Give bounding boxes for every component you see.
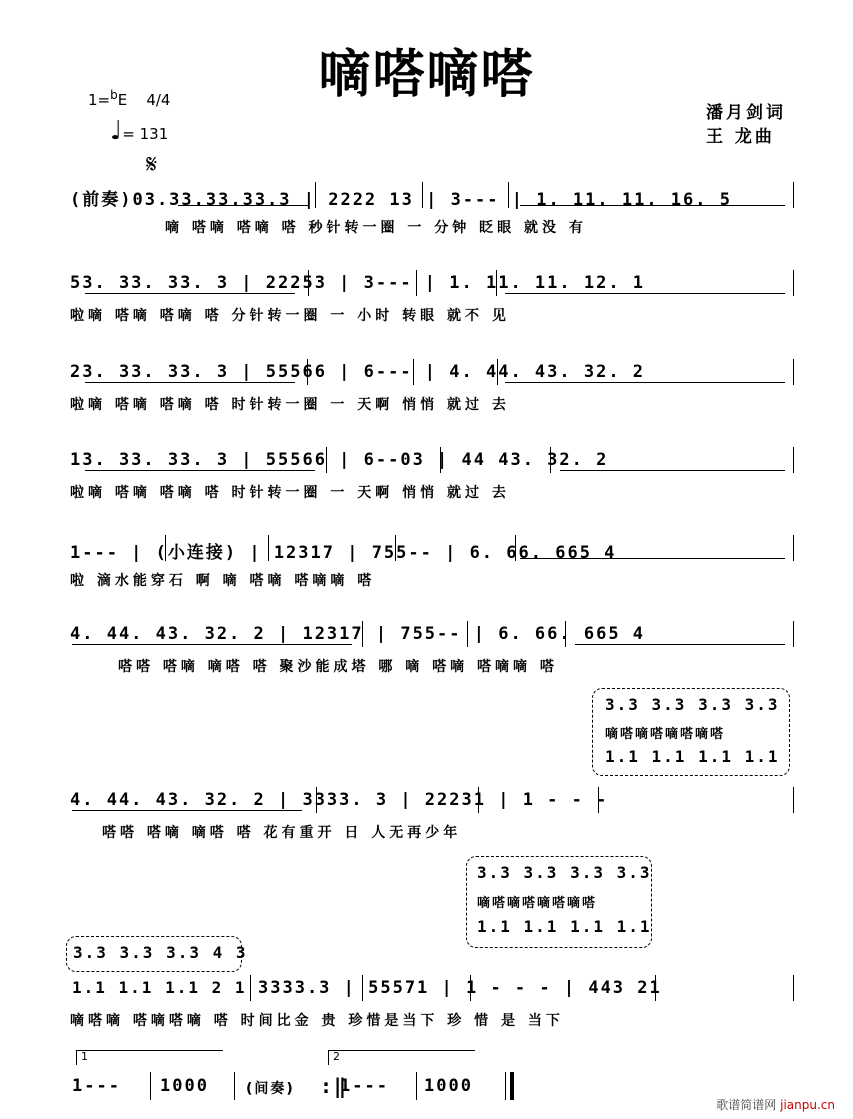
underline (520, 558, 785, 559)
bar-line (165, 535, 166, 561)
segno-icon: 𝄋 (146, 150, 158, 180)
final-bar-line (510, 1072, 514, 1100)
tempo-marking (110, 118, 168, 144)
bar-line (793, 447, 794, 473)
underline (178, 205, 308, 206)
row-lyrics: 啦嘀 嗒嘀 嗒嘀 嗒 时针转一圈 一 天啊 悄悄 就过 去 (70, 485, 510, 501)
bar-line (478, 787, 479, 813)
row-lyrics: 嘀嗒嘀 嗒嘀嗒嘀 嗒 时间比金 贵 珍惜是当下 珍 惜 是 当下 (70, 1013, 564, 1029)
box-bottom-notes: 1.1 1.1 1.1 1.1 (605, 747, 780, 766)
bar-line (250, 975, 251, 1001)
repeat-sign-icon: :‖ (320, 1074, 349, 1098)
underline (72, 644, 352, 645)
alt-notes-box (592, 688, 790, 776)
bar-line (326, 447, 327, 473)
bar-line (655, 975, 656, 1001)
underline (85, 470, 315, 471)
bar-line (315, 182, 316, 208)
box-lyrics: 嘀嗒嘀嗒嘀嗒嘀嗒 (605, 727, 726, 742)
row-notes: 4. 44. 43. 32. 2 | 3333. 3 | 22231 | 1 - - - (70, 790, 609, 810)
box-top-notes: 3.3 3.3 3.3 3.3 (605, 695, 780, 714)
volta-number: 1 (81, 1050, 88, 1063)
bar-line (362, 621, 363, 647)
key-flat: b (110, 88, 118, 102)
bar-line (565, 621, 566, 647)
bar-line (793, 182, 794, 208)
underline (505, 293, 785, 294)
composer-credit: 王 龙曲 (706, 127, 775, 147)
bar-line (308, 270, 309, 296)
bar-line (508, 182, 509, 208)
underline (72, 810, 302, 811)
bar-line (413, 359, 414, 385)
key-signature (88, 88, 170, 109)
bar-line (416, 270, 417, 296)
alt-notes-box (66, 936, 248, 972)
ending-notes-b: 1000 (160, 1076, 209, 1096)
bar-line (268, 535, 269, 561)
ending-notes-d: 1000 (424, 1076, 473, 1096)
interlude-label: (间奏) (246, 1081, 295, 1097)
row-notes: 23. 33. 33. 3 | 55566 | 6--- | 4. 44. 43. 32. 2 (70, 362, 646, 382)
bar-line (422, 182, 423, 208)
bar-line (550, 447, 551, 473)
bar-line (416, 1072, 417, 1100)
bar-line (467, 621, 468, 647)
volta-bracket-2 (328, 1050, 475, 1065)
underline (85, 382, 295, 383)
bar-line (395, 535, 396, 561)
bar-line (316, 787, 317, 813)
box-lyrics: 嘀嗒嘀嗒嘀嗒嘀嗒 (477, 896, 598, 911)
bar-line (307, 359, 308, 385)
bar-line (497, 359, 498, 385)
row-notes: 3333.3 | 55571 | 1 - - - | 443 21 (258, 978, 662, 998)
bar-line (793, 621, 794, 647)
row-lyrics: 嗒嗒 嗒嘀 嘀嗒 嗒 花有重开 日 人无再少年 (102, 825, 462, 841)
row-notes: (前奏)03.33.33.33.3 | 2222 13 | 3--- | 1. 11. 11. 16. 5 (70, 190, 732, 210)
underline (575, 644, 785, 645)
bar-line (793, 975, 794, 1001)
row-lyrics: 嘀 嗒嘀 嗒嘀 嗒 秒针转一圈 一 分钟 眨眼 就没 有 (165, 220, 587, 236)
bar-line (793, 270, 794, 296)
bar-line (234, 1072, 235, 1100)
tempo-value: = 131 (122, 125, 169, 143)
key-prefix: 1= (88, 91, 111, 109)
lyricist-credit: 潘月剑词 (706, 103, 786, 123)
page-title: 嘀嗒嘀嗒 (318, 45, 535, 105)
ending-notes-a: 1--- (72, 1076, 121, 1096)
bar-line (150, 1072, 151, 1100)
underline (85, 293, 295, 294)
row-lyrics: 啦嘀 嗒嘀 嗒嘀 嗒 分针转一圈 一 小时 转眼 就不 见 (70, 308, 510, 324)
watermark (716, 1096, 835, 1113)
bar-line (470, 975, 471, 1001)
row-lyrics: 啦嘀 嗒嘀 嗒嘀 嗒 时针转一圈 一 天啊 悄悄 就过 去 (70, 397, 510, 413)
bar-line (440, 447, 441, 473)
watermark-site: 歌谱简谱网 (716, 1098, 777, 1112)
quarter-note-icon: ♩ (110, 116, 123, 146)
row-lyrics: 啦 滴水能穿石 啊 嘀 嗒嘀 嗒嘀嘀 嗒 (70, 573, 376, 589)
bar-line (793, 535, 794, 561)
box-bottom-notes: 1.1 1.1 1.1 1.1 (477, 917, 652, 936)
underline (505, 382, 785, 383)
bar-line (793, 359, 794, 385)
row-notes: 4. 44. 43. 32. 2 | 12317 | 755-- | 6. 66. 665 4 (70, 624, 646, 644)
box-top-notes: 3.3 3.3 3.3 3.3 (477, 863, 652, 882)
volta-number: 2 (333, 1050, 340, 1063)
row-notes: 1--- | (小连接) | 12317 | 755-- | 6. 66. 665 4 (70, 543, 617, 563)
alt-notes-box (466, 856, 652, 948)
bar-line (793, 787, 794, 813)
bar-line (362, 975, 363, 1001)
row-notes: 13. 33. 33. 3 | 55566 | 6--03 | 44 43. 32. 2 (70, 450, 609, 470)
volta-bracket-1 (76, 1050, 223, 1065)
row-notes: 53. 33. 33. 3 | 22253 | 3--- | 1. 11. 11. 12. 1 (70, 273, 646, 293)
bar-line (515, 535, 516, 561)
ending-notes-c: 1--- (340, 1076, 389, 1096)
row-lyrics: 嗒嗒 嗒嘀 嘀嗒 嗒 聚沙能成塔 哪 嘀 嗒嘀 嗒嘀嘀 嗒 (118, 659, 558, 675)
bar-line (598, 787, 599, 813)
box-bottom-notes: 1.1 1.1 1.1 2 1 (72, 978, 247, 997)
bar-line (505, 1072, 506, 1100)
underline (520, 205, 785, 206)
watermark-url: jianpu.cn (780, 1098, 835, 1112)
bar-line (496, 270, 497, 296)
key-note: E (117, 91, 128, 109)
box-top-notes: 3.3 3.3 3.3 4 3 (73, 943, 248, 962)
time-signature: 4/4 (146, 91, 171, 109)
underline (560, 470, 785, 471)
